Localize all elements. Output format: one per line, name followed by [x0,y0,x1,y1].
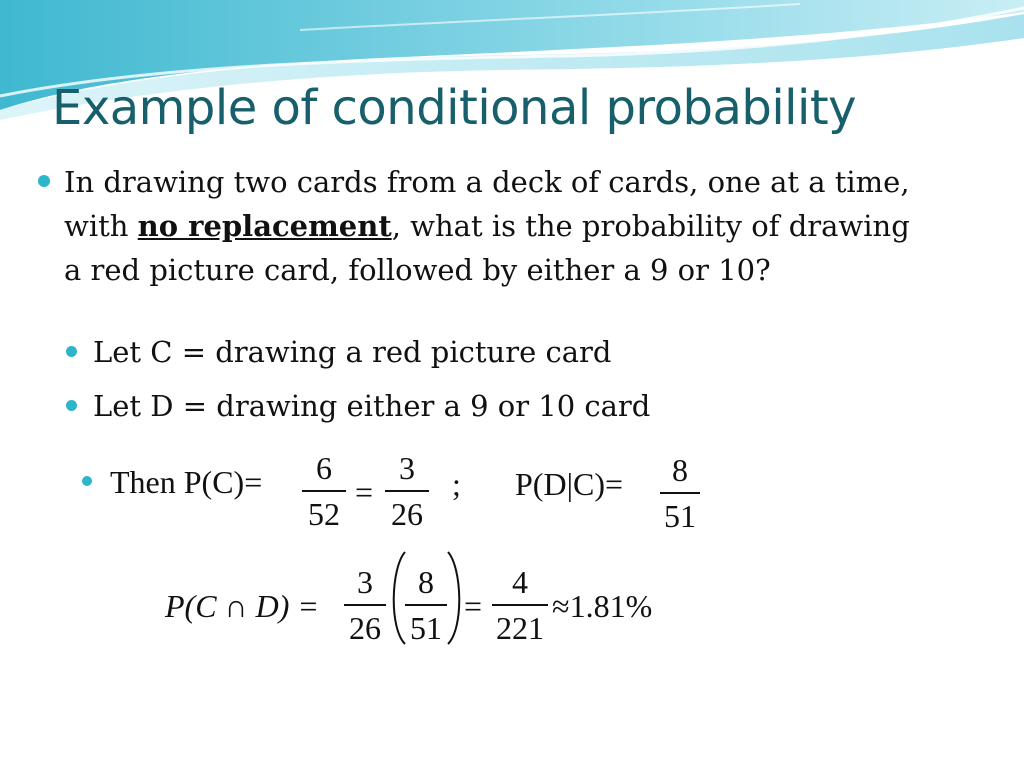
question-post: , what is the probability of drawing [391,209,910,243]
fraction-numerator: 8 [418,564,434,600]
fraction-pdc [660,450,700,536]
bullet-icon [38,175,50,187]
fraction-bar [492,604,548,606]
question-paragraph [64,160,994,292]
fraction-bar [660,492,700,494]
fraction-denominator: 52 [308,496,340,532]
fraction-denominator: 26 [349,610,381,646]
formula-fraction-2 [405,562,447,648]
fraction-denominator: 51 [664,498,696,534]
fraction-bar [302,490,346,492]
fraction-numerator: 3 [357,564,373,600]
equals-sign: = [464,588,483,624]
let-d-text: Let D = drawing either a 9 or 10 card [93,389,651,423]
then-pc-label: Then P(C)= [110,464,263,500]
fraction-numerator: 8 [672,452,688,488]
fraction-numerator: 6 [316,450,332,486]
separator: ; [452,466,461,502]
question-line-1: In drawing two cards from a deck of cards, one at a time, [64,165,910,199]
formula-fraction-3 [492,562,548,648]
fraction-denominator: 221 [496,610,544,646]
bullet-icon [66,346,77,357]
fraction-denominator: 51 [410,610,442,646]
fraction-pc-1 [302,448,346,534]
fraction-numerator: 4 [512,564,528,600]
pdc-label: P(D|C)= [515,466,624,502]
fraction-bar [405,604,447,606]
fraction-pc-2 [385,448,429,534]
fraction-denominator: 26 [391,496,423,532]
question-emphasis: no replacement [137,209,392,243]
formula-fraction-1 [344,562,386,648]
fraction-bar [344,604,386,606]
fraction-numerator: 3 [399,450,415,486]
let-c-text: Let C = drawing a red picture card [93,335,612,369]
fraction-bar [385,490,429,492]
formula-lhs: P(C ∩ D) = [165,588,320,624]
question-line-3: a red picture card, followed by either a 9 or 10? [64,253,771,287]
bullet-icon [82,476,92,486]
equals-sign: = [355,474,374,510]
slide-title: Example of conditional probability [52,80,857,136]
formula-result: ≈1.81% [552,588,653,624]
bullet-icon [66,400,77,411]
question-pre: with [64,209,138,243]
